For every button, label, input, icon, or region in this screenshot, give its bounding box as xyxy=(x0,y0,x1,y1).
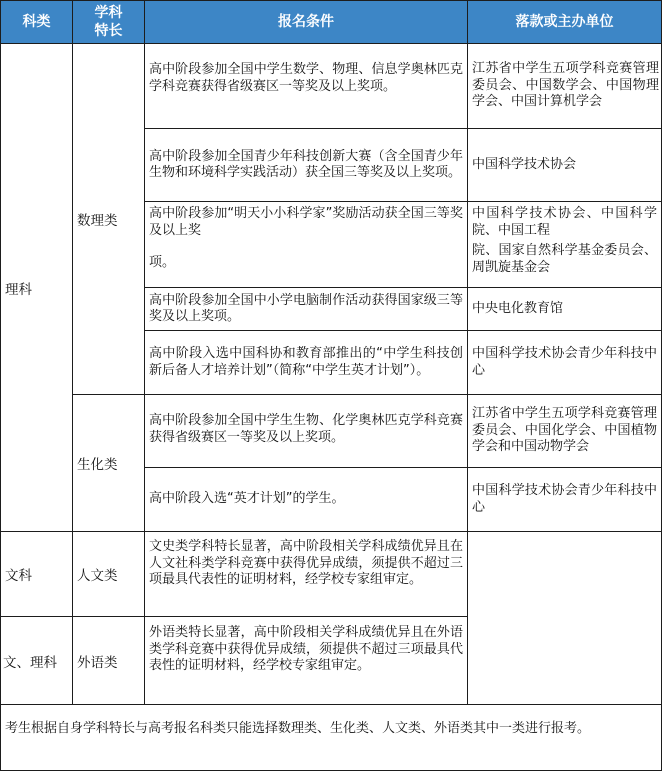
condition-text-b: 项。 xyxy=(149,255,176,270)
condition-cell: 高中阶段参加全国中学生数学、物理、信息学奥林匹克学科竞赛获得省级赛区一等奖及以上奖项。 xyxy=(145,44,467,128)
border-line xyxy=(467,0,468,705)
border-line xyxy=(145,287,662,288)
organizer-cell: 江苏省中学生五项学科竞赛管理委员会、中国数学会、中国物理学会、中国计算机学会 xyxy=(468,44,661,128)
header-specialty-line1: 学科 xyxy=(94,5,123,21)
specialty-biochem: 生化类 xyxy=(73,395,144,531)
border-line xyxy=(145,128,662,129)
border-line xyxy=(0,704,662,705)
border-line xyxy=(0,0,1,771)
condition-cell: 高中阶段参加全国青少年科技创新大赛（含全国青少年生物和环境科学实践活动）获全国三等奖及以上奖项。 xyxy=(145,129,467,201)
border-line xyxy=(73,394,662,395)
condition-cell xyxy=(145,202,467,287)
condition-text-a: 高中阶段参加“明天小小科学家”奖励活动获全国三等奖及以上奖 xyxy=(149,206,463,238)
border-line xyxy=(0,531,662,532)
header-condition: 报名条件 xyxy=(145,1,467,43)
organizer-cell xyxy=(468,202,661,287)
condition-cell: 高中阶段参加全国中小学电脑制作活动获得国家级三等奖及以上奖项。 xyxy=(145,288,467,330)
condition-cell: 高中阶段参加全国中学生生物、化学奥林匹克学科竞赛获得省级赛区一等奖及以上奖项。 xyxy=(145,395,467,467)
condition-cell: 文史类学科特长显著，高中阶段相关学科成绩优异且在人文社科类学科竞赛中获得优异成绩，须提供不超过三项最具代表性的证明材料，经学校专家组审定。 xyxy=(145,532,467,616)
header-specialty-line2: 特长 xyxy=(94,23,123,39)
specialty-humanities: 人文类 xyxy=(73,532,144,616)
border-line xyxy=(72,0,73,705)
organizer-text-a: 中国科学技术协会、中国科学院、中国工程 xyxy=(472,206,657,238)
footer-note: 考生根据自身学科特长与高考报名科类只能选择数理类、生化类、人文类、外语类其中一类进行报考。 xyxy=(1,705,661,770)
organizer-cell: 中国科学技术协会 xyxy=(468,129,661,201)
header-specialty xyxy=(73,1,144,43)
organizer-cell: 中央电化教育馆 xyxy=(468,288,661,330)
organizer-cell: 江苏省中学生五项学科竞赛管理委员会、中国化学会、中国植物学会和中国动物学会 xyxy=(468,395,661,467)
border-line xyxy=(0,43,662,44)
specialty-foreign: 外语类 xyxy=(73,617,144,704)
category-science: 理科 xyxy=(1,44,72,531)
category-liberal: 文科 xyxy=(1,532,72,616)
header-organizer: 落款或主办单位 xyxy=(468,1,661,43)
border-line xyxy=(0,616,468,617)
condition-cell: 外语类特长显著，高中阶段相关学科成绩优异且在外语类学科竞赛中获得优异成绩，须提供不超过三项最具代表性的证明材料，经学校专家组审定。 xyxy=(145,617,467,704)
condition-cell: 高中阶段入选“英才计划”的学生。 xyxy=(145,468,467,531)
border-line xyxy=(145,330,662,331)
border-line xyxy=(144,0,145,705)
header-category: 科类 xyxy=(1,1,72,43)
organizer-empty xyxy=(468,532,661,704)
organizer-cell: 中国科学技术协会青少年科技中心 xyxy=(468,331,661,394)
border-line xyxy=(145,467,662,468)
organizer-text-b: 院、国家自然科学基金委员会、周凯旋基金会 xyxy=(472,243,657,275)
specialty-math: 数理类 xyxy=(73,44,144,394)
condition-cell: 高中阶段入选中国科协和教育部推出的“中学生科技创新后备人才培养计划”（简称“中学生英才计划”）。 xyxy=(145,331,467,394)
organizer-cell: 中国科学技术协会青少年科技中心 xyxy=(468,468,661,531)
border-line xyxy=(0,0,662,1)
border-line xyxy=(145,201,662,202)
category-both: 文、理科 xyxy=(1,617,72,704)
